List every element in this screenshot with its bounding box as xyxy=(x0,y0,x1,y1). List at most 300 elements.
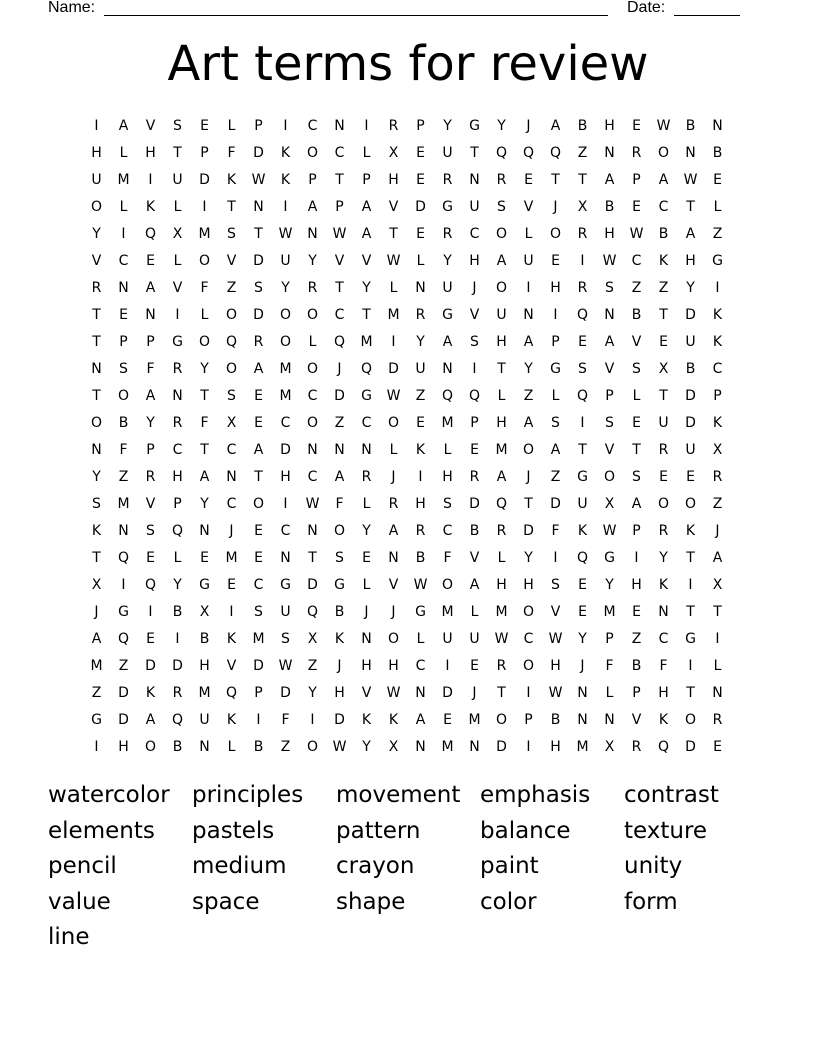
grid-letter[interactable]: N xyxy=(334,441,345,458)
grid-letter[interactable]: Z xyxy=(658,279,669,296)
grid-letter[interactable]: A xyxy=(145,711,156,728)
grid-letter[interactable]: T xyxy=(497,360,506,377)
grid-letter[interactable]: T xyxy=(578,171,587,188)
grid-letter[interactable]: K xyxy=(226,711,237,728)
grid-letter[interactable]: V xyxy=(226,252,237,269)
grid-letter[interactable]: T xyxy=(686,549,695,566)
grid-letter[interactable]: T xyxy=(389,225,398,242)
grid-letter[interactable]: H xyxy=(334,684,345,701)
grid-letter[interactable]: N xyxy=(604,144,615,161)
grid-letter[interactable]: S xyxy=(605,279,614,296)
grid-letter[interactable]: P xyxy=(632,684,641,701)
grid-letter[interactable]: E xyxy=(416,414,425,431)
grid-letter[interactable]: D xyxy=(253,306,264,323)
grid-letter[interactable]: G xyxy=(199,576,210,593)
grid-letter[interactable]: S xyxy=(227,387,236,404)
grid-letter[interactable]: H xyxy=(172,468,183,485)
grid-letter[interactable]: E xyxy=(146,630,155,647)
grid-letter[interactable]: W xyxy=(278,657,293,674)
grid-letter[interactable]: H xyxy=(388,657,399,674)
grid-letter[interactable]: M xyxy=(603,603,616,620)
grid-letter[interactable]: N xyxy=(469,171,480,188)
grid-letter[interactable]: V xyxy=(550,603,561,620)
grid-letter[interactable]: H xyxy=(550,738,561,755)
grid-letter[interactable]: P xyxy=(146,441,155,458)
grid-letter[interactable]: C xyxy=(415,657,426,674)
grid-letter[interactable]: O xyxy=(522,441,535,458)
grid-letter[interactable]: J xyxy=(364,603,369,620)
grid-letter[interactable]: O xyxy=(549,225,562,242)
grid-letter[interactable]: Q xyxy=(657,738,670,755)
grid-letter[interactable]: A xyxy=(496,252,507,269)
grid-letter[interactable]: I xyxy=(148,603,153,620)
grid-letter[interactable]: U xyxy=(685,333,696,350)
grid-letter[interactable]: V xyxy=(523,198,534,215)
grid-letter[interactable]: N xyxy=(334,117,345,134)
grid-letter[interactable]: L xyxy=(416,630,425,647)
grid-letter[interactable]: O xyxy=(306,306,319,323)
grid-letter[interactable]: N xyxy=(280,549,291,566)
grid-letter[interactable]: N xyxy=(307,225,318,242)
grid-letter[interactable]: C xyxy=(226,441,237,458)
grid-letter[interactable]: K xyxy=(91,522,102,539)
grid-letter[interactable]: A xyxy=(550,117,561,134)
grid-letter[interactable]: X xyxy=(199,603,210,620)
grid-letter[interactable]: D xyxy=(280,441,291,458)
grid-letter[interactable]: F xyxy=(146,360,155,377)
grid-letter[interactable]: B xyxy=(550,711,561,728)
grid-letter[interactable]: L xyxy=(362,495,371,512)
grid-letter[interactable]: T xyxy=(335,171,344,188)
grid-letter[interactable]: S xyxy=(497,198,506,215)
grid-letter[interactable]: U xyxy=(469,630,480,647)
grid-letter[interactable]: Q xyxy=(144,576,157,593)
grid-letter[interactable]: T xyxy=(551,171,560,188)
grid-letter[interactable]: Q xyxy=(360,360,373,377)
grid-letter[interactable]: Y xyxy=(92,468,101,485)
grid-letter[interactable]: N xyxy=(361,441,372,458)
grid-letter[interactable]: H xyxy=(388,171,399,188)
grid-letter[interactable]: D xyxy=(118,684,129,701)
grid-letter[interactable]: G xyxy=(577,468,588,485)
grid-letter[interactable]: N xyxy=(118,279,129,296)
grid-letter[interactable]: I xyxy=(580,252,585,269)
grid-letter[interactable]: T xyxy=(254,468,263,485)
grid-letter[interactable]: R xyxy=(442,171,453,188)
grid-letter[interactable]: Q xyxy=(306,603,319,620)
grid-letter[interactable]: Q xyxy=(171,711,184,728)
grid-letter[interactable]: N xyxy=(604,711,615,728)
grid-letter[interactable]: V xyxy=(469,306,480,323)
grid-letter[interactable]: D xyxy=(685,306,696,323)
grid-letter[interactable]: W xyxy=(602,252,617,269)
grid-letter[interactable]: C xyxy=(334,144,345,161)
grid-letter[interactable]: K xyxy=(226,171,237,188)
grid-letter[interactable]: G xyxy=(334,576,345,593)
grid-letter[interactable]: E xyxy=(470,657,479,674)
grid-letter[interactable]: X xyxy=(172,225,183,242)
grid-letter[interactable]: C xyxy=(280,414,291,431)
grid-letter[interactable]: A xyxy=(442,333,453,350)
grid-letter[interactable]: S xyxy=(443,495,452,512)
grid-letter[interactable]: H xyxy=(496,414,507,431)
grid-letter[interactable]: D xyxy=(334,387,345,404)
grid-letter[interactable]: W xyxy=(332,738,347,755)
grid-letter[interactable]: N xyxy=(577,684,588,701)
grid-letter[interactable]: M xyxy=(252,630,265,647)
grid-letter[interactable]: Y xyxy=(443,117,452,134)
grid-letter[interactable]: D xyxy=(685,387,696,404)
grid-letter[interactable]: L xyxy=(497,387,506,404)
grid-letter[interactable]: E xyxy=(713,171,722,188)
grid-letter[interactable]: R xyxy=(496,171,507,188)
grid-letter[interactable]: E xyxy=(551,252,560,269)
grid-letter[interactable]: I xyxy=(445,657,450,674)
grid-letter[interactable]: U xyxy=(523,252,534,269)
grid-letter[interactable]: E xyxy=(416,144,425,161)
grid-letter[interactable]: A xyxy=(253,360,264,377)
grid-letter[interactable]: P xyxy=(254,684,263,701)
grid-letter[interactable]: Y xyxy=(92,225,101,242)
grid-letter[interactable]: S xyxy=(578,360,587,377)
grid-letter[interactable]: M xyxy=(279,360,292,377)
grid-letter[interactable]: T xyxy=(470,144,479,161)
grid-letter[interactable]: D xyxy=(415,198,426,215)
grid-letter[interactable]: U xyxy=(415,360,426,377)
grid-letter[interactable]: I xyxy=(391,333,396,350)
grid-letter[interactable]: Y xyxy=(281,279,290,296)
grid-letter[interactable]: W xyxy=(332,225,347,242)
grid-letter[interactable]: C xyxy=(226,495,237,512)
grid-letter[interactable]: T xyxy=(659,306,668,323)
grid-letter[interactable]: I xyxy=(283,495,288,512)
grid-letter[interactable]: L xyxy=(713,657,722,674)
grid-letter[interactable]: A xyxy=(604,333,615,350)
grid-letter[interactable]: B xyxy=(631,306,642,323)
grid-letter[interactable]: H xyxy=(145,144,156,161)
grid-letter[interactable]: E xyxy=(443,711,452,728)
grid-letter[interactable]: R xyxy=(91,279,102,296)
grid-letter[interactable]: H xyxy=(685,252,696,269)
grid-letter[interactable]: L xyxy=(362,144,371,161)
grid-letter[interactable]: T xyxy=(362,306,371,323)
grid-letter[interactable]: O xyxy=(657,495,670,512)
grid-letter[interactable]: N xyxy=(388,549,399,566)
grid-letter[interactable]: S xyxy=(173,117,182,134)
grid-letter[interactable]: V xyxy=(604,441,615,458)
grid-letter[interactable]: T xyxy=(254,225,263,242)
grid-letter[interactable]: V xyxy=(226,657,237,674)
grid-letter[interactable]: V xyxy=(631,711,642,728)
grid-letter[interactable]: I xyxy=(553,306,558,323)
grid-letter[interactable]: W xyxy=(386,684,401,701)
grid-letter[interactable]: O xyxy=(279,306,292,323)
grid-letter[interactable]: J xyxy=(553,198,558,215)
grid-letter[interactable]: R xyxy=(388,117,399,134)
grid-letter[interactable]: G xyxy=(280,576,291,593)
grid-letter[interactable]: I xyxy=(472,360,477,377)
grid-letter[interactable]: R xyxy=(469,468,480,485)
grid-letter[interactable]: D xyxy=(280,684,291,701)
grid-letter[interactable]: M xyxy=(495,441,508,458)
grid-letter[interactable]: O xyxy=(333,522,346,539)
grid-letter[interactable]: A xyxy=(523,333,534,350)
grid-letter[interactable]: F xyxy=(605,657,614,674)
grid-letter[interactable]: X xyxy=(226,414,237,431)
grid-letter[interactable]: O xyxy=(198,252,211,269)
grid-letter[interactable]: G xyxy=(604,549,615,566)
grid-letter[interactable]: W xyxy=(386,387,401,404)
grid-letter[interactable]: Q xyxy=(117,549,130,566)
grid-letter[interactable]: H xyxy=(604,225,615,242)
grid-letter[interactable]: N xyxy=(199,522,210,539)
grid-letter[interactable]: X xyxy=(577,198,588,215)
grid-letter[interactable]: X xyxy=(91,576,102,593)
grid-letter[interactable]: E xyxy=(416,225,425,242)
grid-letter[interactable]: G xyxy=(712,252,723,269)
grid-letter[interactable]: O xyxy=(495,279,508,296)
grid-letter[interactable]: B xyxy=(253,738,264,755)
grid-letter[interactable]: Y xyxy=(524,549,533,566)
grid-letter[interactable]: E xyxy=(659,468,668,485)
grid-letter[interactable]: C xyxy=(658,198,669,215)
grid-letter[interactable]: W xyxy=(413,576,428,593)
grid-letter[interactable]: R xyxy=(442,225,453,242)
grid-letter[interactable]: J xyxy=(472,684,477,701)
grid-letter[interactable]: I xyxy=(310,711,315,728)
grid-letter[interactable]: W xyxy=(278,225,293,242)
grid-letter[interactable]: V xyxy=(172,279,183,296)
grid-letter[interactable]: T xyxy=(659,387,668,404)
grid-letter[interactable]: K xyxy=(388,711,399,728)
grid-letter[interactable]: N xyxy=(577,711,588,728)
grid-letter[interactable]: Y xyxy=(416,333,425,350)
grid-letter[interactable]: Y xyxy=(362,738,371,755)
grid-letter[interactable]: K xyxy=(658,252,669,269)
grid-letter[interactable]: E xyxy=(632,198,641,215)
grid-letter[interactable]: H xyxy=(199,657,210,674)
grid-letter[interactable]: M xyxy=(225,549,238,566)
grid-letter[interactable]: S xyxy=(335,549,344,566)
grid-letter[interactable]: Q xyxy=(576,549,589,566)
grid-letter[interactable]: I xyxy=(526,738,531,755)
grid-letter[interactable]: N xyxy=(145,306,156,323)
grid-letter[interactable]: L xyxy=(389,279,398,296)
grid-letter[interactable]: P xyxy=(632,171,641,188)
grid-letter[interactable]: U xyxy=(685,441,696,458)
grid-letter[interactable]: E xyxy=(659,333,668,350)
grid-letter[interactable]: I xyxy=(715,630,720,647)
grid-letter[interactable]: D xyxy=(685,738,696,755)
grid-letter[interactable]: R xyxy=(577,225,588,242)
grid-letter[interactable]: N xyxy=(469,738,480,755)
grid-letter[interactable]: F xyxy=(551,522,560,539)
grid-letter[interactable]: R xyxy=(415,306,426,323)
grid-letter[interactable]: Z xyxy=(631,279,642,296)
grid-letter[interactable]: B xyxy=(712,144,723,161)
grid-letter[interactable]: V xyxy=(604,360,615,377)
grid-letter[interactable]: D xyxy=(388,360,399,377)
grid-letter[interactable]: E xyxy=(713,738,722,755)
grid-letter[interactable]: A xyxy=(550,441,561,458)
grid-letter[interactable]: O xyxy=(306,738,319,755)
grid-letter[interactable]: I xyxy=(364,117,369,134)
grid-letter[interactable]: U xyxy=(280,603,291,620)
grid-letter[interactable]: B xyxy=(604,198,615,215)
grid-letter[interactable]: L xyxy=(524,225,533,242)
grid-letter[interactable]: O xyxy=(387,414,400,431)
grid-letter[interactable]: O xyxy=(117,387,130,404)
grid-letter[interactable]: A xyxy=(685,225,696,242)
grid-letter[interactable]: R xyxy=(172,414,183,431)
grid-letter[interactable]: X xyxy=(712,441,723,458)
grid-letter[interactable]: J xyxy=(580,657,585,674)
grid-letter[interactable]: Y xyxy=(524,360,533,377)
grid-letter[interactable]: C xyxy=(361,414,372,431)
grid-letter[interactable]: T xyxy=(92,333,101,350)
grid-letter[interactable]: R xyxy=(577,279,588,296)
grid-letter[interactable]: T xyxy=(632,441,641,458)
grid-letter[interactable]: S xyxy=(551,414,560,431)
grid-letter[interactable]: H xyxy=(91,144,102,161)
grid-letter[interactable]: P xyxy=(146,333,155,350)
grid-letter[interactable]: G xyxy=(91,711,102,728)
grid-letter[interactable]: R xyxy=(388,495,399,512)
grid-letter[interactable]: J xyxy=(94,603,99,620)
grid-letter[interactable]: D xyxy=(253,252,264,269)
grid-letter[interactable]: R xyxy=(172,684,183,701)
grid-letter[interactable]: I xyxy=(148,171,153,188)
grid-letter[interactable]: S xyxy=(254,279,263,296)
grid-letter[interactable]: D xyxy=(199,171,210,188)
grid-letter[interactable]: P xyxy=(173,495,182,512)
grid-letter[interactable]: K xyxy=(280,144,291,161)
grid-letter[interactable]: M xyxy=(576,738,589,755)
grid-letter[interactable]: X xyxy=(658,360,669,377)
grid-letter[interactable]: Z xyxy=(550,468,561,485)
grid-letter[interactable]: Y xyxy=(308,684,317,701)
grid-letter[interactable]: Q xyxy=(495,495,508,512)
grid-letter[interactable]: P xyxy=(254,117,263,134)
grid-letter[interactable]: B xyxy=(199,630,210,647)
grid-letter[interactable]: O xyxy=(657,144,670,161)
grid-letter[interactable]: A xyxy=(199,468,210,485)
grid-letter[interactable]: I xyxy=(283,198,288,215)
grid-letter[interactable]: T xyxy=(713,603,722,620)
grid-letter[interactable]: V xyxy=(334,252,345,269)
grid-letter[interactable]: D xyxy=(550,495,561,512)
date-blank-line[interactable] xyxy=(674,15,740,16)
grid-letter[interactable]: X xyxy=(307,630,318,647)
grid-letter[interactable]: N xyxy=(712,684,723,701)
grid-letter[interactable]: N xyxy=(172,387,183,404)
grid-letter[interactable]: U xyxy=(199,711,210,728)
grid-letter[interactable]: J xyxy=(715,522,720,539)
grid-letter[interactable]: T xyxy=(686,198,695,215)
grid-letter[interactable]: L xyxy=(308,333,317,350)
grid-letter[interactable]: H xyxy=(550,279,561,296)
grid-letter[interactable]: I xyxy=(175,306,180,323)
grid-letter[interactable]: M xyxy=(90,657,103,674)
grid-letter[interactable]: C xyxy=(307,387,318,404)
grid-letter[interactable]: M xyxy=(441,414,454,431)
grid-letter[interactable]: W xyxy=(548,630,563,647)
grid-letter[interactable]: U xyxy=(91,171,102,188)
grid-letter[interactable]: E xyxy=(470,441,479,458)
grid-letter[interactable]: V xyxy=(145,117,156,134)
grid-letter[interactable]: Z xyxy=(631,630,642,647)
grid-letter[interactable]: D xyxy=(145,657,156,674)
grid-letter[interactable]: O xyxy=(495,225,508,242)
grid-letter[interactable]: A xyxy=(361,225,372,242)
grid-letter[interactable]: B xyxy=(685,360,696,377)
grid-letter[interactable]: K xyxy=(145,198,156,215)
grid-letter[interactable]: O xyxy=(279,333,292,350)
grid-letter[interactable]: K xyxy=(415,441,426,458)
grid-letter[interactable]: A xyxy=(631,495,642,512)
grid-letter[interactable]: R xyxy=(658,441,669,458)
grid-letter[interactable]: S xyxy=(470,333,479,350)
grid-letter[interactable]: X xyxy=(712,576,723,593)
grid-letter[interactable]: J xyxy=(337,360,342,377)
grid-letter[interactable]: C xyxy=(172,441,183,458)
grid-letter[interactable]: C xyxy=(442,522,453,539)
grid-letter[interactable]: Y xyxy=(605,576,614,593)
grid-letter[interactable]: A xyxy=(118,117,129,134)
grid-letter[interactable]: F xyxy=(443,549,452,566)
grid-letter[interactable]: I xyxy=(634,549,639,566)
grid-letter[interactable]: D xyxy=(118,711,129,728)
grid-letter[interactable]: E xyxy=(416,171,425,188)
grid-letter[interactable]: L xyxy=(362,576,371,593)
grid-letter[interactable]: G xyxy=(118,603,129,620)
grid-letter[interactable]: N xyxy=(199,738,210,755)
grid-letter[interactable]: L xyxy=(497,549,506,566)
grid-letter[interactable]: T xyxy=(524,495,533,512)
grid-letter[interactable]: Q xyxy=(549,144,562,161)
grid-letter[interactable]: C xyxy=(712,360,723,377)
grid-letter[interactable]: N xyxy=(91,360,102,377)
grid-letter[interactable]: A xyxy=(523,414,534,431)
grid-letter[interactable]: C xyxy=(631,252,642,269)
grid-letter[interactable]: B xyxy=(172,603,183,620)
grid-letter[interactable]: E xyxy=(254,549,263,566)
grid-letter[interactable]: G xyxy=(469,117,480,134)
grid-letter[interactable]: H xyxy=(523,576,534,593)
grid-letter[interactable]: H xyxy=(361,657,372,674)
grid-letter[interactable]: W xyxy=(305,495,320,512)
grid-letter[interactable]: T xyxy=(92,387,101,404)
grid-letter[interactable]: I xyxy=(202,198,207,215)
grid-letter[interactable]: S xyxy=(632,360,641,377)
grid-letter[interactable]: Y xyxy=(362,522,371,539)
grid-letter[interactable]: J xyxy=(229,522,234,539)
grid-letter[interactable]: C xyxy=(334,306,345,323)
grid-letter[interactable]: O xyxy=(225,306,238,323)
grid-letter[interactable]: R xyxy=(361,468,372,485)
grid-letter[interactable]: C xyxy=(307,468,318,485)
name-blank-line[interactable] xyxy=(104,15,608,16)
grid-letter[interactable]: W xyxy=(683,171,698,188)
grid-letter[interactable]: E xyxy=(254,414,263,431)
grid-letter[interactable]: K xyxy=(658,711,669,728)
grid-letter[interactable]: U xyxy=(658,414,669,431)
grid-letter[interactable]: J xyxy=(526,117,531,134)
grid-letter[interactable]: S xyxy=(119,360,128,377)
grid-letter[interactable]: S xyxy=(254,603,263,620)
grid-letter[interactable]: K xyxy=(685,522,696,539)
grid-letter[interactable]: H xyxy=(442,468,453,485)
